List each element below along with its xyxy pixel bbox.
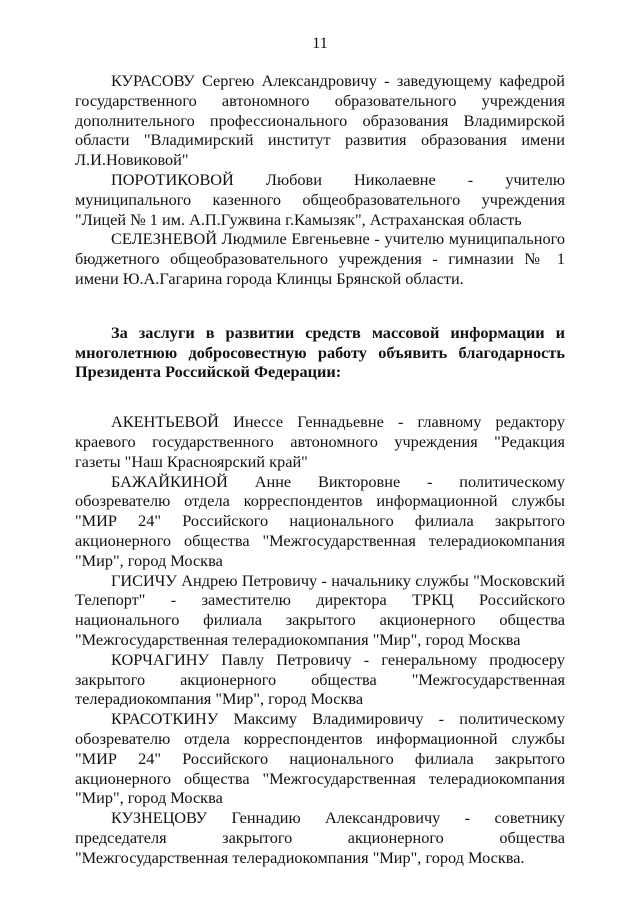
award-entry-kurasov: КУРАСОВУ Сергею Александровичу - заведующему кафедрой государственного автономного образовательного учреждения дополнительного профессионального образования Владимирской области "Владимирский институт развития образования имени Л.И.Новиковой" [75, 71, 565, 170]
award-entry-korchagin: КОРЧАГИНУ Павлу Петровичу - генеральному продюсеру закрытого акционерного общества "Межгосударственная телерадиокомпания "Мир", город Москва [75, 649, 565, 709]
award-entry-bazhaykina: БАЖАЙКИНОЙ Анне Викторовне - политическому обозревателю отдела корреспондентов информационной службы "МИР 24" Российского национального филиала закрытого акционерного общества "Межгосударственная телерадиокомпания "Мир", город Москва [75, 471, 565, 570]
award-entry-gisich: ГИСИЧУ Андрею Петровичу - начальнику службы "Московский Телепорт" - заместителю директора ТРКЦ Российского национального филиала закрытого акционерного общества "Межгосударственная телерадиокомпания "Мир", город Москва [75, 570, 565, 649]
award-list-section-1 [75, 71, 565, 289]
award-entry-selezneva: СЕЛЕЗНЕВОЙ Людмиле Евгеньевне - учителю муниципального бюджетного общеобразовательного учреждения - гимназии № 1 имени Ю.А.Гагарина города Клинцы Брянской области. [75, 229, 565, 288]
award-entry-kuznetsov: КУЗНЕЦОВУ Геннадию Александровичу - советнику председателя закрытого акционерного общества "Межгосударственная телерадиокомпания "Мир", город Москва. [75, 808, 565, 867]
award-entry-akentyeva: АКЕНТЬЕВОЙ Инессе Геннадьевне - главному редактору краевого государственного автономного учреждения "Редакция газеты "Наш Красноярский край" [75, 412, 565, 471]
document-body [75, 71, 565, 867]
page-number: 11 [312, 35, 328, 52]
section-heading: За заслуги в развитии средств массовой информации и многолетнюю добросовестную работу объявить благодарность Президента Российской Федерации: [75, 322, 565, 382]
award-list-section-2 [75, 412, 565, 867]
award-entry-krasotkin: КРАСОТКИНУ Максиму Владимировичу - политическому обозревателю отдела корреспондентов информационной службы "МИР 24" Российского национального филиала закрытого акционерного общества "Межгосударственная телерадиокомпания "Мир", город Москва [75, 709, 565, 808]
award-entry-porotikova: ПОРОТИКОВОЙ Любови Николаевне - учителю муниципального казенного общеобразовательного учреждения "Лицей № 1 им. А.П.Гужвина г.Камызяк", Астраханская область [75, 169, 565, 229]
